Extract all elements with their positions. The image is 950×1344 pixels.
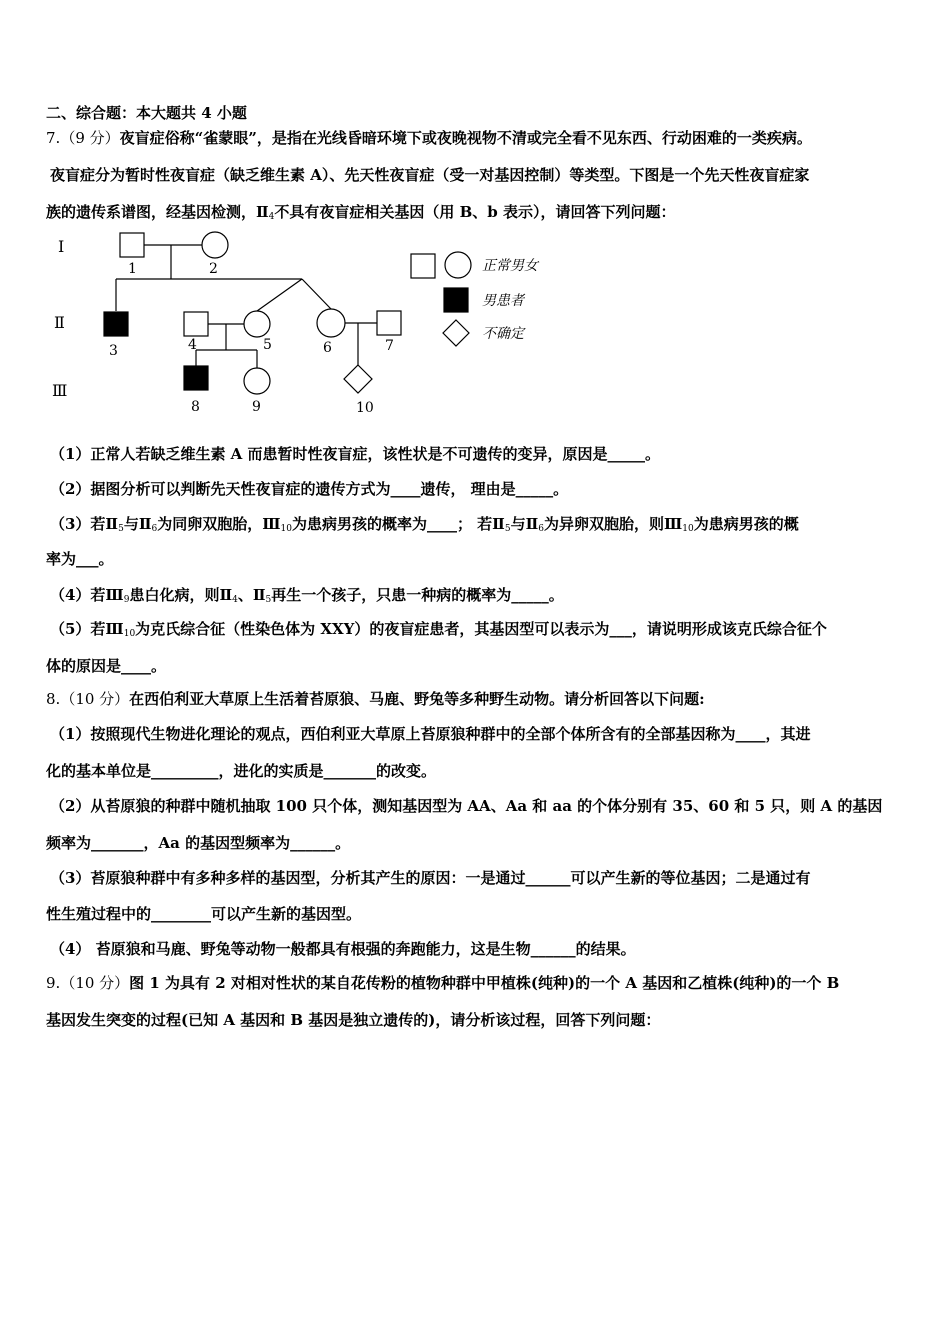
q7-p5-a: （5）若Ⅲ	[50, 620, 124, 638]
q7-part-3-line-2: 率为___。	[46, 550, 114, 568]
generation-label-1: Ⅰ	[58, 237, 65, 256]
q8-number: 8.	[46, 690, 61, 708]
q7-part-5-line-2: 体的原因是____。	[46, 657, 167, 675]
q7-p4-a: （4）若Ⅲ	[50, 586, 124, 604]
q7-number: 7.	[46, 129, 61, 147]
q8-part-1-line-2: 化的基本单位是_________，进化的实质是_______的改变。	[46, 762, 437, 780]
q7-stem-line-2: 夜盲症分为暂时性夜盲症（缺乏维生素 A）、先天性夜盲症（受一对基因控制）等类型。下图是一个先天性夜盲症家	[50, 166, 810, 184]
q8-part-4: （4） 苔原狼和马鹿、野兔等动物一般都具有根强的奔跑能力，这是生物______的结果。	[50, 940, 636, 958]
q8-part-3-line-2: 性生殖过程中的________可以产生新的基因型。	[46, 905, 362, 923]
q7-part-1: （1）正常人若缺乏维生素 A 而患暂时性夜盲症，该性状是不可遗传的变异，原因是_____。	[50, 445, 661, 463]
q7-p4-s2: 4	[232, 595, 238, 605]
q7-p5-b: 为克氏综合征（性染色体为 XXY）的夜盲症患者，其基因型可以表示为___，请说明形成该克氏综合征个	[135, 620, 827, 638]
legend-label-uncertain: 不确定	[482, 326, 524, 342]
individual-4-normal-male	[184, 312, 208, 336]
twin-line-to-5	[257, 279, 302, 311]
q7-p4-s3: 5	[265, 595, 272, 605]
q7-p4-b: 患白化病，则Ⅱ	[129, 586, 233, 604]
q7-p3-a: （3）若Ⅱ	[50, 515, 119, 533]
q7-p3-e: 与Ⅱ	[510, 515, 539, 533]
q7-p4-d: 再生一个孩子，只患一种病的概率为_____。	[271, 586, 564, 604]
legend-label-affected-male: 男患者	[482, 293, 524, 309]
q7-p3-b: 与Ⅱ	[123, 515, 152, 533]
individual-2-normal-female	[202, 232, 228, 258]
q9-stem-line-1	[46, 973, 906, 993]
q7-part-3-line-1	[50, 514, 910, 539]
individual-label-4: 4	[188, 337, 197, 353]
q7-part-4	[50, 585, 910, 610]
pedigree-chart	[44, 225, 624, 425]
individual-10-uncertain	[344, 365, 372, 393]
q7-p3-d: 为患病男孩的概率为____； 若Ⅱ	[291, 515, 505, 533]
individual-7-normal-male	[377, 311, 401, 335]
pedigree-figure	[44, 225, 624, 425]
individual-label-2: 2	[209, 261, 218, 277]
individual-label-5: 5	[263, 337, 272, 353]
q7-score: （9 分）	[60, 129, 120, 147]
individual-label-3: 3	[109, 343, 118, 359]
q7-p5-s1: 10	[123, 629, 136, 639]
q7-part-5-line-1	[50, 619, 910, 644]
individual-6-normal-female	[317, 309, 345, 337]
legend-uncertain-symbol	[443, 320, 469, 346]
q7-stem-line-1	[46, 128, 906, 148]
q7-stem-3-sub: 4	[268, 212, 275, 222]
q7-stem-3a: 族的遗传系谱图，经基因检测，Ⅱ	[46, 203, 269, 221]
individual-5-normal-female	[244, 311, 270, 337]
q8-part-3-line-1: （3）苔原狼种群中有多种多样的基因型，分析其产生的原因：一是通过______可以产生新的等位基因；二是通过有	[50, 869, 811, 887]
legend-female-symbol	[445, 252, 471, 278]
q7-p3-s1: 5	[118, 524, 124, 534]
q8-score: （10 分）	[60, 690, 130, 708]
q8-part-1-line-1: （1）按照现代生物进化理论的观点，西伯利亚大草原上苔原狼种群中的全部个体所含有的全部基因称为____，其进	[50, 725, 811, 743]
q9-number: 9.	[46, 974, 61, 992]
q7-part-2: （2）据图分析可以判断先天性夜盲症的遗传方式为____遗传， 理由是_____。	[50, 480, 569, 498]
q8-stem	[46, 689, 906, 709]
individual-label-8: 8	[191, 399, 200, 415]
individual-label-10: 10	[356, 400, 374, 416]
individual-label-7: 7	[385, 338, 394, 354]
twin-line-to-6	[302, 279, 331, 309]
q9-score: （10 分）	[60, 974, 130, 992]
q7-p3-g: 为患病男孩的概	[693, 515, 799, 533]
q8-part-2-line-2: 频率为_______，Aa 的基因型频率为______。	[46, 834, 351, 852]
individual-label-6: 6	[323, 340, 332, 356]
individual-label-9: 9	[252, 399, 261, 415]
legend-affected-male-symbol	[444, 288, 468, 312]
q7-p4-s1: 9	[123, 595, 130, 605]
q9-stem-1: 图 1 为具有 2 对相对性状的某自花传粉的植物种群中甲植株(纯种)的一个 A 基因和乙植株(纯种)的一个 B	[129, 974, 840, 992]
q7-p3-s3: 10	[280, 524, 292, 534]
legend-male-symbol	[411, 254, 435, 278]
individual-1-normal-male	[120, 233, 144, 257]
q7-stem-1: 夜盲症俗称“雀蒙眼”，是指在光线昏暗环境下或夜晚视物不清或完全看不见东西、行动困难的一类疾病。	[119, 129, 812, 147]
q7-p3-c: 为同卵双胞胎，Ⅲ	[157, 515, 281, 533]
q7-p3-s5: 6	[538, 524, 544, 534]
section-header: 二、综合题：本大题共 4 小题	[46, 104, 247, 122]
q8-part-2-line-1: （2）从苔原狼的种群中随机抽取 100 只个体，测知基因型为 AA、Aa 和 aa 的个体分别有 35、60 和 5 只，则 A 的基因	[50, 797, 883, 815]
legend-label-normal: 正常男女	[482, 258, 538, 274]
individual-3-affected-male	[104, 312, 128, 336]
individual-label-1: 1	[128, 261, 137, 277]
q8-stem-text: 在西伯利亚大草原上生活着苔原狼、马鹿、野兔等多种野生动物。请分析回答以下问题:	[129, 690, 705, 708]
q7-p3-s4: 5	[504, 524, 511, 534]
individual-8-affected-male	[184, 366, 208, 390]
q7-p3-f: 为异卵双胞胎，则Ⅲ	[543, 515, 683, 533]
q7-stem-line-3	[46, 202, 906, 227]
q7-p3-s2: 6	[151, 524, 158, 534]
q7-stem-3b: 不具有夜盲症相关基因（用 B、b 表示），请回答下列问题：	[274, 203, 676, 221]
generation-label-3: Ⅲ	[52, 381, 68, 400]
generation-label-2: Ⅱ	[54, 313, 65, 332]
q7-p4-c: 、Ⅱ	[237, 586, 266, 604]
q9-stem-line-2: 基因发生突变的过程(已知 A 基因和 B 基因是独立遗传的)，请分析该过程，回答下列问题：	[46, 1011, 661, 1029]
individual-9-normal-female	[244, 368, 270, 394]
q7-p3-s6: 10	[682, 524, 694, 534]
